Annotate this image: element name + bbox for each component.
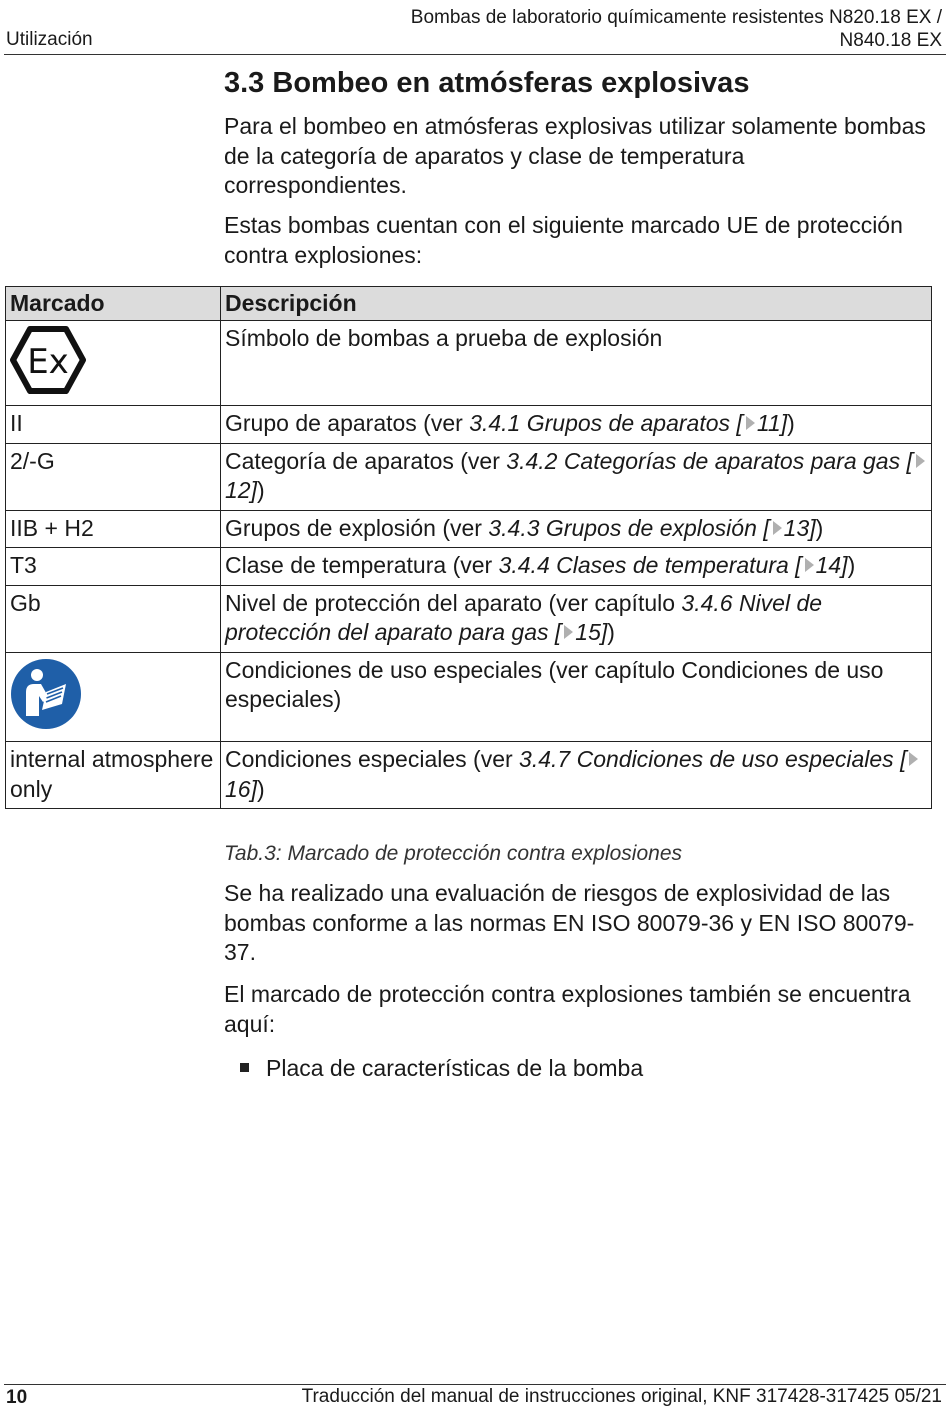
cross-reference-link[interactable]: 3.4.1 Grupos de aparatos [ 11] xyxy=(469,410,788,436)
table-row xyxy=(6,652,932,742)
arrow-right-icon xyxy=(805,558,814,572)
table-caption: Tab.3: Marcado de protección contra explosiones xyxy=(224,842,683,865)
header-title-line1: Bombas de laboratorio químicamente resistentes N820.18 EX / xyxy=(410,7,942,28)
table-row xyxy=(6,585,932,652)
paragraph-risk-assessment: Se ha realizado una evaluación de riesgos de explosividad de las bombas conforme a las normas EN ISO 80079-36 y EN ISO 80079-37. xyxy=(224,880,915,965)
description-cell: Grupos de explosión (ver 3.4.3 Grupos de explosión [ 13]) xyxy=(221,510,932,548)
mark-cell: 2/-G xyxy=(6,443,221,510)
header-title xyxy=(411,6,942,52)
footer-text: Traducción del manual de instrucciones original, KNF 317428-317425 05/21 xyxy=(301,1386,942,1407)
description-cell: Condiciones de uso especiales (ver capítulo Condiciones de uso especiales) xyxy=(221,652,932,742)
mark-cell: internal atmosphere only xyxy=(6,742,221,809)
description-cell: Condiciones especiales (ver 3.4.7 Condiciones de uso especiales [16]) xyxy=(221,742,932,809)
svg-text:Ex: Ex xyxy=(27,341,69,382)
column-header-description: Descripción xyxy=(221,287,932,321)
table-row xyxy=(6,548,932,586)
bullet-square-icon xyxy=(240,1063,249,1072)
read-manual-icon xyxy=(10,658,82,730)
cross-reference-link[interactable]: 3.4.2 Categorías de aparatos para gas [12] xyxy=(225,448,927,504)
header-section: Utilización xyxy=(6,29,93,50)
arrow-right-icon xyxy=(773,521,782,535)
arrow-right-icon xyxy=(564,625,573,639)
arrow-right-icon xyxy=(746,416,755,430)
mark-cell: II xyxy=(6,406,221,444)
cross-reference-link[interactable]: 3.4.7 Condiciones de uso especiales [16] xyxy=(225,746,920,802)
description-cell: Nivel de protección del aparato (ver capítulo 3.4.6 Nivel de protección del aparato para gas [ 15]) xyxy=(221,585,932,652)
description-cell: Clase de temperatura (ver 3.4.4 Clases de temperatura [ 14]) xyxy=(221,548,932,586)
cross-reference-link[interactable]: 3.4.3 Grupos de explosión [ 13] xyxy=(488,514,816,541)
table-row xyxy=(6,443,932,510)
page-number: 10 xyxy=(6,1387,28,1408)
mark-cell xyxy=(6,652,221,742)
section-heading: 3.3 Bombeo en atmósferas explosivas xyxy=(224,67,750,99)
table-row xyxy=(6,320,932,406)
table-row xyxy=(6,406,932,444)
column-header-mark: Marcado xyxy=(6,287,221,321)
description-cell: Grupo de aparatos (ver 3.4.1 Grupos de aparatos [ 11]) xyxy=(221,406,932,444)
footer-divider xyxy=(4,1384,946,1385)
cross-reference-link[interactable]: 3.4.6 Nivel de protección del aparato para gas [ 15] xyxy=(225,589,823,645)
arrow-right-icon xyxy=(909,752,918,766)
mark-cell: IIB + H2 xyxy=(6,510,221,548)
arrow-right-icon xyxy=(916,454,925,468)
list-item-text: Placa de características de la bomba xyxy=(266,1055,644,1081)
table-header-row xyxy=(6,287,932,321)
mark-cell: Gb xyxy=(6,585,221,652)
marking-table xyxy=(5,286,932,809)
mark-cell: T3 xyxy=(6,548,221,586)
table-row xyxy=(6,510,932,548)
ex-explosion-protection-icon xyxy=(10,326,86,394)
paragraph-intro: Para el bombeo en atmósferas explosivas utilizar solamente bombas de la categoría de aparatos y clase de temperatura correspondientes. xyxy=(224,113,926,198)
description-cell: Símbolo de bombas a prueba de explosión xyxy=(221,320,932,406)
paragraph-marking: Estas bombas cuentan con el siguiente marcado UE de protección contra explosiones: xyxy=(224,212,903,268)
list-item xyxy=(240,1054,643,1084)
header-divider xyxy=(4,54,946,55)
table-row xyxy=(6,742,932,809)
header-title-line2: N840.18 EX xyxy=(839,30,942,51)
description-cell: Categoría de aparatos (ver 3.4.2 Categorías de aparatos para gas [12]) xyxy=(221,443,932,510)
cross-reference-link[interactable]: 3.4.4 Clases de temperatura [ 14] xyxy=(498,552,848,578)
paragraph-location: El marcado de protección contra explosiones también se encuentra aquí: xyxy=(224,981,911,1037)
mark-cell xyxy=(6,320,221,406)
